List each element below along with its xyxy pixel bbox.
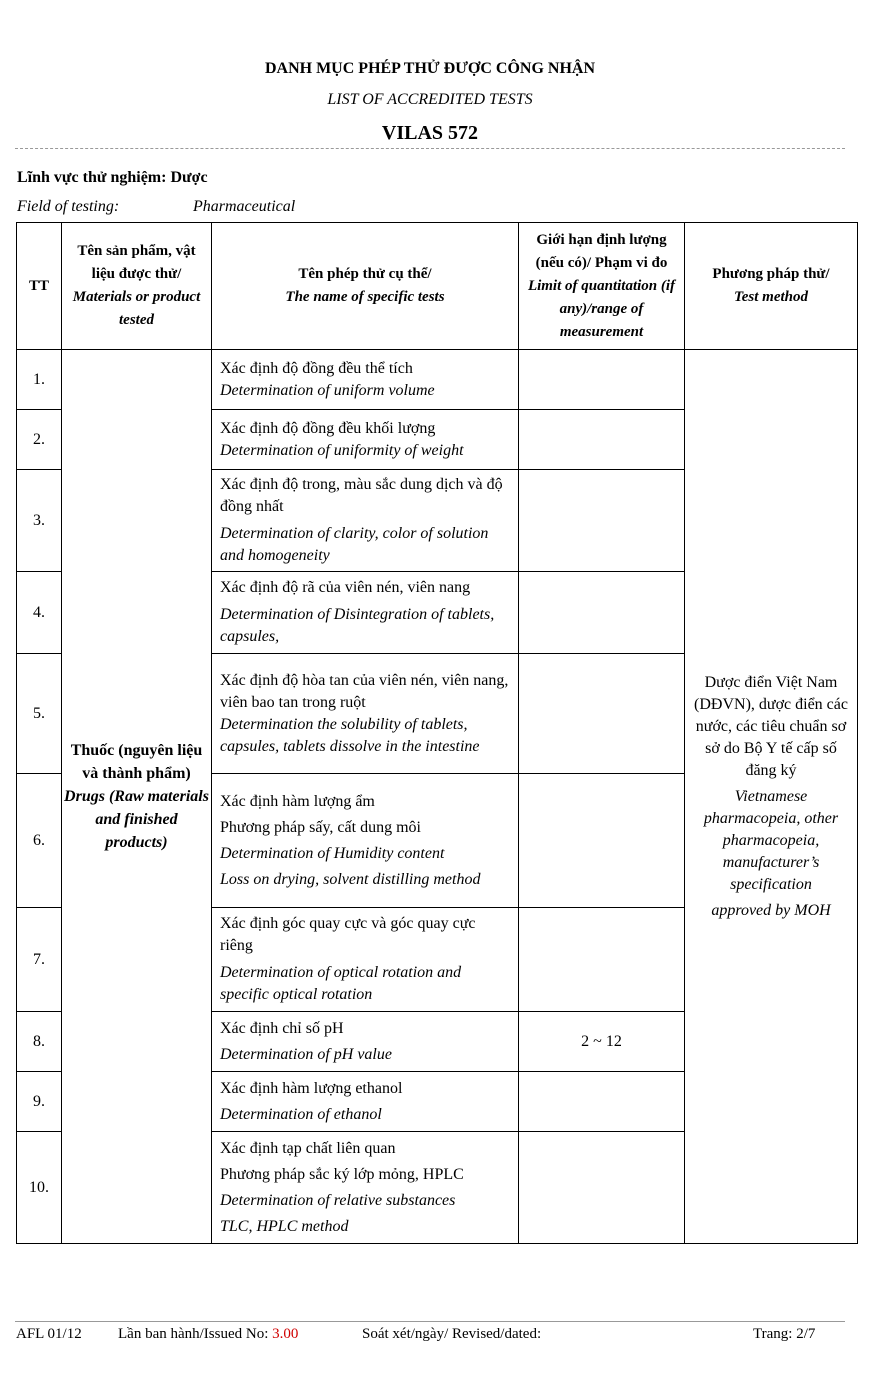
method-vietnamese: Dược điển Việt Nam (DĐVN), dược điển các nước, các tiêu chuẩn sơ sở do Bộ Y tế cấp số đăng ký xyxy=(694,673,848,779)
limit-cell xyxy=(519,350,685,410)
limit-cell xyxy=(519,1132,685,1244)
row-number: 3. xyxy=(17,470,62,572)
test-name-cell: Xác định độ rã của viên nén, viên nang Determination of Disintegration of tablets, capsules, xyxy=(212,572,519,654)
limit-cell xyxy=(519,1072,685,1132)
form-code: AFL 01/12 xyxy=(16,1326,82,1342)
product-english: Drugs (Raw materials and finished products) xyxy=(64,788,209,851)
row-number: 1. xyxy=(17,350,62,410)
footer-divider xyxy=(15,1321,845,1322)
test-name-cell: Xác định hàm lượng ẩm Phương pháp sấy, cất dung môi Determination of Humidity content Loss on drying, solvent distilling method xyxy=(212,774,519,908)
row-number: 8. xyxy=(17,1012,62,1072)
limit-cell xyxy=(519,572,685,654)
method-english: Vietnamese pharmacopeia, other pharmacopeia, manufacturer’s specification xyxy=(703,787,839,893)
test-name-cell: Xác định độ hòa tan của viên nén, viên nang, viên bao tan trong ruột Determination the solubility of tablets, capsules, tablets dissolve in the intestine xyxy=(212,654,519,774)
limit-cell: 2 ~ 12 xyxy=(519,1012,685,1072)
header-limit: Giới hạn định lượng (nếu có)/ Phạm vi đo Limit of quantitation (if any)/range of measurement xyxy=(519,223,685,350)
header-test-name: Tên phép thử cụ thể/ The name of specific tests xyxy=(212,223,519,350)
limit-cell xyxy=(519,654,685,774)
test-name-cell: Xác định độ trong, màu sắc dung dịch và độ đồng nhất Determination of clarity, color of solution and homogeneity xyxy=(212,470,519,572)
limit-cell xyxy=(519,908,685,1012)
limit-cell xyxy=(519,470,685,572)
row-number: 6. xyxy=(17,774,62,908)
field-label-english: Field of testing: xyxy=(17,198,120,215)
revised-date: Soát xét/ngày/ Revised/dated: xyxy=(362,1326,542,1342)
field-label-vietnamese: Lĩnh vực thử nghiệm: Dược xyxy=(17,169,208,186)
table-row xyxy=(17,350,858,410)
test-name-cell: Xác định độ đồng đều khối lượng Determination of uniformity of weight xyxy=(212,410,519,470)
issued-number: Lần ban hành/Issued No: 3.00 xyxy=(118,1326,299,1342)
issued-value: 3.00 xyxy=(272,1326,299,1342)
header-method: Phương pháp thử/ Test method xyxy=(685,223,858,350)
product-cell xyxy=(62,350,212,1244)
product-vietnamese: Thuốc (nguyên liệu và thành phẩm) xyxy=(70,742,203,782)
field-line-english xyxy=(17,198,296,216)
header-product: Tên sản phẩm, vật liệu được thử/ Materials or product tested xyxy=(62,223,212,350)
row-number: 10. xyxy=(17,1132,62,1244)
test-name-cell: Xác định tạp chất liên quan Phương pháp sắc ký lớp mỏng, HPLC Determination of relative substances TLC, HPLC method xyxy=(212,1132,519,1244)
method-english-approval: approved by MOH xyxy=(711,901,831,919)
accredited-tests-table xyxy=(16,222,858,1244)
test-name-cell: Xác định hàm lượng ethanol Determination of ethanol xyxy=(212,1072,519,1132)
test-name-cell: Xác định chỉ số pH Determination of pH value xyxy=(212,1012,519,1072)
row-number: 7. xyxy=(17,908,62,1012)
table-header-row xyxy=(17,223,858,350)
header-divider xyxy=(15,148,845,149)
title-vietnamese: DANH MỤC PHÉP THỬ ĐƯỢC CÔNG NHẬN xyxy=(264,60,596,77)
field-value-english: Pharmaceutical xyxy=(193,198,296,215)
page-number: Trang: 2/7 xyxy=(753,1326,816,1342)
test-name-cell: Xác định độ đồng đều thể tích Determination of uniform volume xyxy=(212,350,519,410)
method-cell xyxy=(685,350,858,1244)
accreditation-code: VILAS 572 xyxy=(381,122,479,144)
row-number: 9. xyxy=(17,1072,62,1132)
limit-cell xyxy=(519,774,685,908)
header-tt: TT xyxy=(17,223,62,350)
test-name-cell: Xác định góc quay cực và góc quay cực riêng Determination of optical rotation and specific optical rotation xyxy=(212,908,519,1012)
title-english: LIST OF ACCREDITED TESTS xyxy=(327,91,533,108)
limit-cell xyxy=(519,410,685,470)
row-number: 5. xyxy=(17,654,62,774)
row-number: 4. xyxy=(17,572,62,654)
row-number: 2. xyxy=(17,410,62,470)
